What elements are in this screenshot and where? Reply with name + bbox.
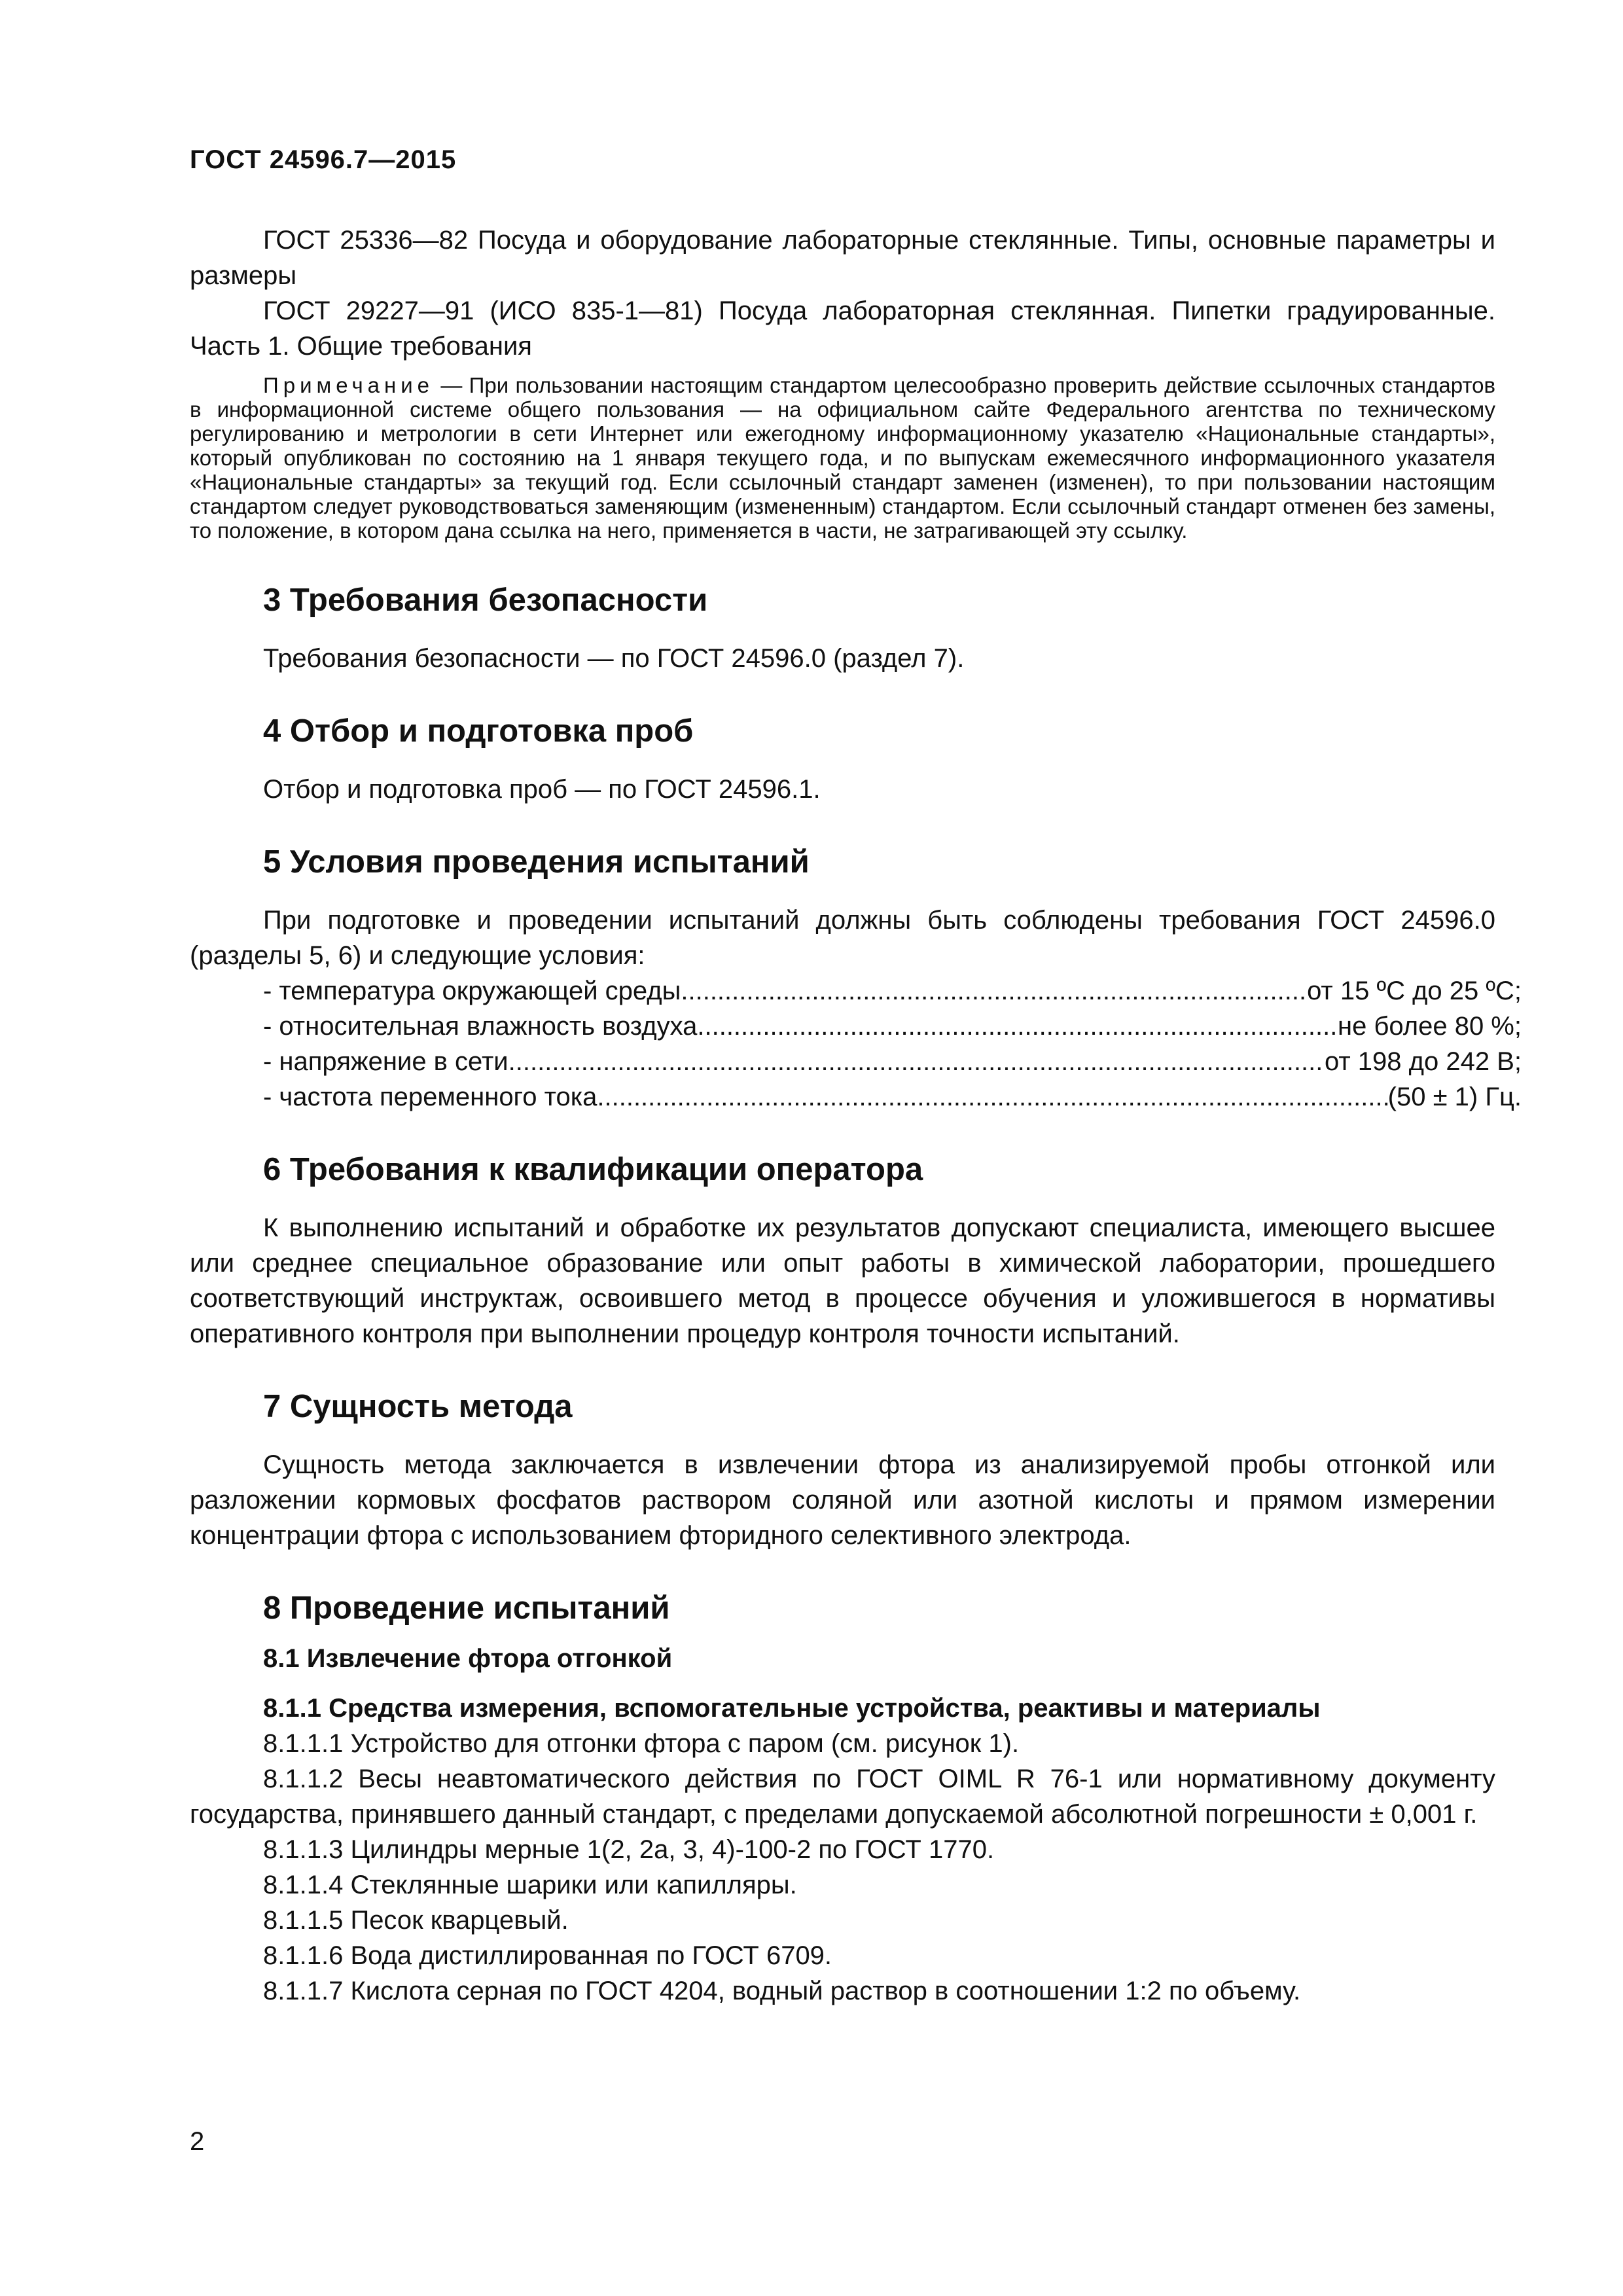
condition-value: от 15 ºС до 25 ºС; [1307, 977, 1522, 1005]
conditions-list [190, 973, 1522, 1115]
section-7-text: Сущность метода заключается в извлечении фтора из анализируемой пробы отгонкой или разложении кормовых фосфатов раствором соляной или азотной кислоты и прямом измерении концентрации фтора с использованием фторидного селективного электрода. [190, 1450, 1495, 1550]
list-item: 8.1.1.6 Вода дистиллированная по ГОСТ 6709. [263, 1941, 832, 1970]
condition-row [263, 973, 1522, 1009]
list-item: 8.1.1.3 Цилиндры мерные 1(2, 2а, 3, 4)-100-2 по ГОСТ 1770. [263, 1835, 995, 1864]
section-6-text: К выполнению испытаний и обработке их результатов допускают специалиста, имеющего высшее или среднее специальное образование или опыт работы в химической лаборатории, прошедшего соответствующий инструктаж, освоившего метод в процессе обучения и уложившегося в нормативы оперативного контроля при выполнении процедур контроля точности испытаний. [190, 1213, 1495, 1348]
section-5-text: При подготовке и проведении испытаний должны быть соблюдены требования ГОСТ 24596.0 (разделы 5, 6) и следующие условия: [190, 906, 1495, 970]
page-content [190, 223, 1522, 2009]
section-8-title: 8 Проведение испытаний [263, 1590, 670, 1626]
condition-row [263, 1009, 1522, 1044]
section-5-title: 5 Условия проведения испытаний [263, 844, 810, 880]
section-3-text: Требования безопасности — по ГОСТ 24596.0 (раздел 7). [263, 644, 965, 673]
condition-label: - относительная влажность воздуха [263, 1012, 698, 1041]
subsection-8-1-title: 8.1 Извлечение фтора отгонкой [263, 1644, 673, 1673]
subsection-8-1-1-title: 8.1.1 Средства измерения, вспомогательные устройства, реактивы и материалы [263, 1694, 1321, 1723]
list-item: 8.1.1.1 Устройство для отгонки фтора с паром (см. рисунок 1). [263, 1729, 1020, 1758]
leader-dots [508, 1044, 1325, 1079]
list-item: 8.1.1.4 Стеклянные шарики или капилляры. [263, 1871, 797, 1899]
condition-row [263, 1044, 1522, 1079]
list-item: 8.1.1.2 Весы неавтоматического действия по ГОСТ OIML R 76-1 или нормативному документу государства, принявшего данный стандарт, с пределами допускаемой абсолютной погрешности ± 0,001 г. [190, 1765, 1495, 1829]
condition-value: (50 ± 1) Гц. [1387, 1083, 1522, 1111]
section-7-title: 7 Сущность метода [263, 1389, 573, 1424]
list-item: 8.1.1.7 Кислота серная по ГОСТ 4204, водный раствор в соотношении 1:2 по объему. [263, 1977, 1301, 2005]
page-number: 2 [190, 2127, 205, 2156]
section-3-title: 3 Требования безопасности [263, 583, 708, 618]
reference-item: ГОСТ 29227—91 (ИСО 835-1—81) Посуда лабораторная стеклянная. Пипетки градуированные. Часть 1. Общие требования [190, 296, 1495, 361]
condition-label: - напряжение в сети [263, 1047, 508, 1076]
leader-dots [681, 973, 1307, 1009]
note-text: — При пользовании настоящим стандартом целесообразно проверить действие ссылочных стандартов в информационной системе общего пользования — на официальном сайте Федерального агентства по техническому регулированию и метрологии в сети Интернет или ежегодному информационному указателю «Национальные стандарты», который опубликован по состоянию на 1 января текущего года, и по выпускам ежемесячного информационного указателя «Национальные стандарты» за текущий год. Если ссылочный стандарт заменен (изменен), то при пользовании настоящим стандартом следует руководствоваться заменяющим (измененным) стандартом. Если ссылочный стандарт отменен без замены, то положение, в котором дана ссылка на него, применяется в части, не затрагивающей эту ссылку. [190, 373, 1495, 543]
document-header: ГОСТ 24596.7—2015 [190, 145, 457, 174]
condition-row [263, 1079, 1522, 1115]
condition-value: не более 80 %; [1338, 1012, 1522, 1041]
leader-dots [597, 1079, 1387, 1115]
section-4-title: 4 Отбор и подготовка проб [263, 713, 694, 749]
section-6-title: 6 Требования к квалификации оператора [263, 1152, 923, 1187]
note-paragraph [190, 373, 1495, 543]
condition-value: от 198 до 242 В; [1325, 1047, 1522, 1076]
condition-label: - частота переменного тока [263, 1083, 597, 1111]
condition-label: - температура окружающей среды [263, 977, 681, 1005]
note-label: Примечание [263, 373, 435, 397]
reference-item: ГОСТ 25336—82 Посуда и оборудование лабораторные стеклянные. Типы, основные параметры и размеры [190, 226, 1495, 290]
leader-dots [697, 1009, 1338, 1044]
list-item: 8.1.1.5 Песок кварцевый. [263, 1906, 569, 1935]
section-4-text: Отбор и подготовка проб — по ГОСТ 24596.1. [263, 775, 821, 804]
